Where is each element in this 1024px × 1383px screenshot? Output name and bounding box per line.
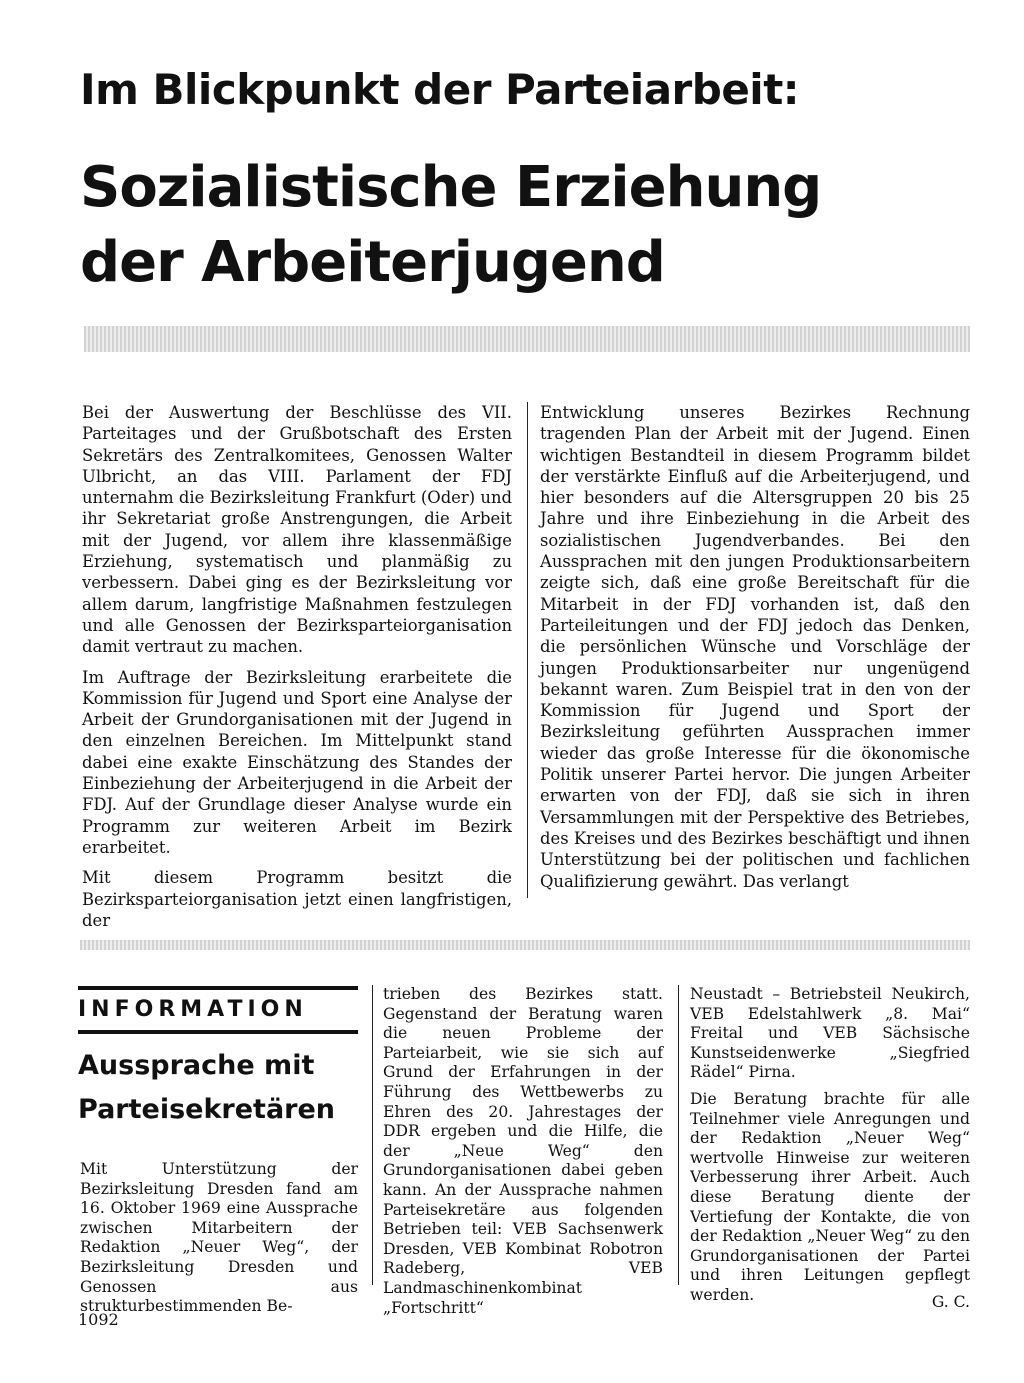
info-headline-line-2: Parteisekretären xyxy=(78,1094,336,1125)
kicker-heading: Im Blickpunkt der Parteiarbeit: xyxy=(80,65,800,114)
info-paragraph: Neustadt – Betriebsteil Neukirch, VEB Edelstahlwerk „8. Mai“ Freital und VEB Sächsische Kunstseidenwerke „Siegfried Rädel“ Pirna. xyxy=(690,985,970,1082)
article-paragraph: Entwicklung unseres Bezirkes Rechnung tragenden Plan der Arbeit mit der Jugend. Einen wichtigen Bestandteil in diesem Programm bildet der verstärkte Einfluß auf die Arbeiterjugend, und hier besonders auf die Altersgruppen 20 bis 25 Jahre und ihre Einbeziehung in die Arbeit des sozialistischen Jugendverbandes. Bei den Aussprachen mit den jungen Produktionsarbeitern zeigte sich, daß eine große Bereitschaft für die Mitarbeit in der FDJ vorhanden ist, daß den Parteileitungen und der FDJ jedoch das Denken, die persönlichen Wünsche und Vorschläge der jungen Produktionsarbeiter nur ungenügend bekannt waren. Zum Beispiel trat in den von der Kommission für Jugend und Sport der Bezirksleitung geführten Aussprachen immer wieder das große Interesse für die ökonomische Politik unserer Partei hervor. Die jungen Arbeiter erwarten von der FDJ, daß sie sich in ihren Versammlungen mit der Perspektive des Betriebes, des Kreises und des Bezirkes beschäftigt und ihnen Unterstützung bei der politischen und fachlichen Qualifizierung gewährt. Das verlangt xyxy=(540,403,970,891)
article-paragraph: Bei der Auswertung der Beschlüsse des VII. Parteitages und der Grußbotschaft des Ersten Sekretärs des Zentralkomitees, Genossen Walter Ulbricht, an das VIII. Parlament der FDJ unternahm die Bezirksleitung Frankfurt (Oder) und ihr Sekretariat große Anstrengungen, die Arbeit mit der Jugend, vor allem ihre klassenmäßige Erziehung, systematisch und planmäßig zu verbessern. Dabei ging es der Bezirksleitung vor allem darum, langfristige Maßnahmen festzulegen und alle Genossen der Bezirksparteiorganisation damit vertraut zu machen. xyxy=(82,403,512,657)
author-signature: G. C. xyxy=(931,1292,970,1311)
column-divider xyxy=(678,985,679,1285)
info-headline xyxy=(78,1044,368,1132)
article-title xyxy=(80,150,980,300)
info-column-1 xyxy=(80,1160,358,1324)
info-paragraph: trieben des Bezirkes statt. Gegenstand der Beratung waren die neuen Probleme der Parteiarbeit, wie sie sich auf Grund der Erfahrungen in der Führung des Wettbewerbs zu Ehren des 20. Jahrestages der DDR ergeben und die Hilfe, die der „Neue Weg“ den Grundorganisationen dabei geben kann. An der Aussprache nahmen Parteisekretäre aus folgenden Betrieben teil: VEB Sachsenwerk Dresden, VEB Kombinat Robotron Radeberg, VEB Landmaschinenkombinat „Fortschritt“ xyxy=(383,985,663,1317)
information-label: INFORMATION xyxy=(78,986,358,1034)
column-divider xyxy=(527,402,528,898)
page-number: 1092 xyxy=(78,1310,119,1329)
article-title-line-1: Sozialistische Erziehung xyxy=(80,155,822,220)
article-paragraph: Mit diesem Programm besitzt die Bezirksparteiorganisation jetzt einen langfristigen, der xyxy=(82,868,512,930)
article-column-left xyxy=(82,402,512,940)
article-column-right xyxy=(540,402,970,901)
column-divider xyxy=(372,985,373,1285)
decorative-rule-middle xyxy=(80,940,970,950)
info-paragraph: Mit Unterstützung der Bezirksleitung Dresden fand am 16. Oktober 1969 eine Aussprache zwischen Mitarbeitern der Redaktion „Neuer Weg“, der Bezirksleitung Dresden und Genossen aus strukturbestimmenden Be- xyxy=(80,1160,358,1316)
info-headline-line-1: Aussprache mit xyxy=(78,1050,315,1081)
article-paragraph: Im Auftrage der Bezirksleitung erarbeitete die Kommission für Jugend und Sport eine Analyse der Arbeit der Grundorganisationen mit der Jugend in den einzelnen Bereichen. Im Mittelpunkt stand dabei eine exakte Einschätzung des Standes der Einbeziehung der Arbeiterjugend in die Arbeit der FDJ. Auf der Grundlage dieser Analyse wurde ein Programm zur weiteren Arbeit im Bezirk erarbeitet. xyxy=(82,667,512,857)
article-title-line-2: der Arbeiterjugend xyxy=(80,230,665,295)
info-column-3 xyxy=(690,985,970,1313)
info-column-2 xyxy=(383,985,663,1325)
info-paragraph: Die Beratung brachte für alle Teilnehmer viele Anregungen und der Redaktion „Neuer Weg“ wertvolle Hinweise zur weiteren Verbesserung ihrer Arbeit. Auch diese Beratung diente der Vertiefung der Kontakte, die von der Redaktion „Neuer Weg“ zu den Grundorganisationen der Partei und ihren Leitungen gepflegt werden. xyxy=(690,1089,970,1304)
decorative-rule-top xyxy=(84,326,970,352)
